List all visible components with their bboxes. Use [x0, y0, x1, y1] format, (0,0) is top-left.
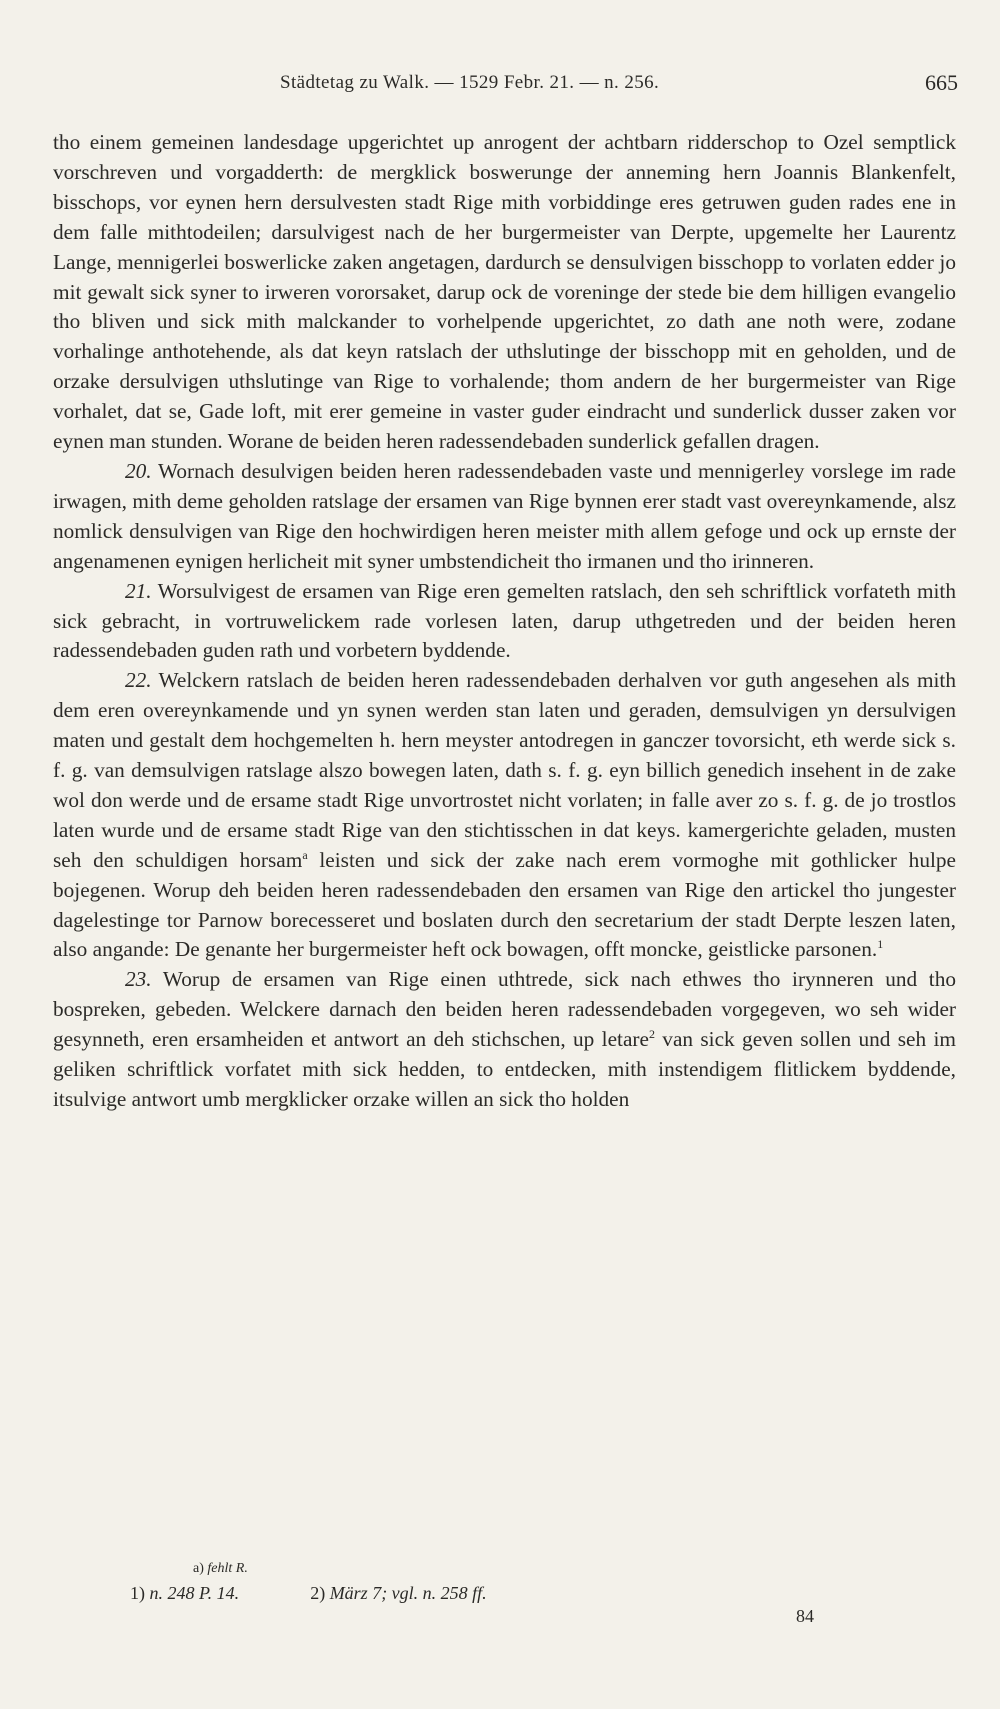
- body-text: [53, 128, 956, 1115]
- footnote-a-mark: a): [193, 1561, 204, 1576]
- footnote-a: [193, 1561, 950, 1577]
- footnote-1-text: n. 248 P. 14.: [149, 1583, 240, 1603]
- paragraph-continuation: tho einem gemeinen landesdage upgerichtet up anrogent der achtbarn ridderschop to Ozel semptlick vorschreven und vorgadderth: de mergklick boswerunge der anneming hern Joannis Blankenfelt, bisschops, vor eynen hern dersulvesten stadt Rige mith vorbiddinge eres getruwen guden rades ene in dem falle mithtodeilen; darsulvigest nach de her burgermeister van Derpte, upgemelte her Laurentz Lange, mennigerlei boswerlicke zaken angetagen, dardurch se densulvigen bisschopp to vorlaten edder jo mit gewalt sick syner to irweren vororsaket, darup ock de voreninge der stede bie dem hilligen evangelio tho bliven und sick mith malckander to vorhelpende upgerichtet, zo dath ane noth were, zodane vorhalinge anthotehende, als dat keyn ratslach der uthslutinge der bisschopp mit en geholden, und de orzake dersulvigen uthslutinge van Rige to vorhalende; thom andern de her burgermeister van Rige vorhalet, dat se, Gade loft, mit erer gemeine in vaster guder eindracht und sunderlick dusser zaken vor eynen man stunden. Worane de beiden heren radessendebaden sunderlick gefallen dragen.: [53, 130, 956, 454]
- page-number: 665: [925, 70, 958, 95]
- running-header: [0, 68, 1000, 108]
- paragraph-21: [53, 577, 956, 667]
- header-title: Städtetag zu Walk. — 1529 Febr. 21. — n. 256.: [280, 72, 660, 93]
- footnote-ref-1: 1: [877, 937, 884, 952]
- paragraph-22-text-a: Welckern ratslach de beiden heren radessendebaden derhalven vor guth angesehen als mith dem eren overeynkamende und yn synen werden stan laten und geraden, demsulvigen yn dersulvigen maten und gestalt dem hochgemelten h. hern meyster antodregen in ganczer tovorsicht, eth werde sick s. f. g. van demsulvigen ratslage alszo bowegen laten, dath s. f. g. eyn billich genedich insehent in de zake wol don werde und de ersame stadt Rige unvortrostet nicht vorlaten; in falle aver zo s. f. g. de jo trostlos laten wurde und de ersame stadt Rige van den stichtisschen in dat keys. kamergerichte geladen, musten seh den schuldigen horsam: [53, 668, 956, 872]
- paragraph-20: [53, 457, 956, 577]
- paragraph-23-text-b: van sick geven sollen und seh im geliken schriftlick vorfatet mith sick hedden, to entdecken, mith instendigem flitlickem byddende, itsulvige antwort umb mergklicker orzake willen an sick tho holden: [53, 1027, 956, 1111]
- section-number-22: 22.: [125, 668, 152, 693]
- footnote-a-text: fehlt R.: [207, 1561, 248, 1576]
- paragraph-21-text: Worsulvigest de ersamen van Rige eren gemelten ratslach, den seh schriftlick vorfateth mith sick gebracht, in vortruwelickem rade vorlesen laten, darup uthgetreden und der beiden heren radessendebaden guden rath und vorbetern byddende.: [53, 578, 956, 663]
- paragraph-22-text-b: leisten und sick der zake nach erem vormoghe mit gothlicker hulpe bojegenen. Worup deh beiden heren radessendebaden den ersamen van Rige den artickel tho jungester dagelestinge tor Parnow borecesseret und boslaten durch den secretarium der stadt Derpte leszen laten, also angande: De genante her burgermeister heft ock bowagen, offt moncke, geistlicke parsonen.: [53, 847, 956, 962]
- printer-signature: 84: [796, 1606, 814, 1626]
- paragraph-23-text-a: Worup de ersamen van Rige einen uthtrede, sick nach ethwes tho irynneren und tho bospreken, gebeden. Welckere darnach den beiden heren radessendebaden vorgegeven, wo seh wider gesynneth, eren ersamheiden et antwort an deh stichschen, up letare: [53, 967, 956, 1052]
- section-number-20: 20.: [125, 458, 152, 483]
- paragraph-22: [53, 666, 956, 965]
- section-number-23: 23.: [125, 967, 152, 992]
- paragraph-20-text: Wornach desulvigen beiden heren radessendebaden vaste und mennigerley vorslege im rade irwagen, mith deme geholden ratslage der ersamen van Rige bynnen erer stadt vast overeynkamende, alsz nomlick densulvigen van Rige den hochwirdigen heren meister mith allem gefoge und ock up ernste der angenamenen eynigen herlicheit mit syner umbstendicheit tho irmanen und tho irinneren.: [53, 458, 956, 573]
- footnote-numbered-row: [130, 1583, 950, 1604]
- footnote-1-mark: 1): [130, 1583, 145, 1603]
- footnote-2-text: März 7; vgl. n. 258 ff.: [329, 1583, 487, 1603]
- footnotes: [130, 1561, 950, 1604]
- paragraph-23: [53, 965, 956, 1115]
- footnote-2-mark: 2): [310, 1583, 326, 1603]
- footnote-ref-2: 2: [648, 1027, 655, 1042]
- footnote-ref-a: a: [302, 847, 308, 862]
- section-number-21: 21.: [125, 578, 152, 603]
